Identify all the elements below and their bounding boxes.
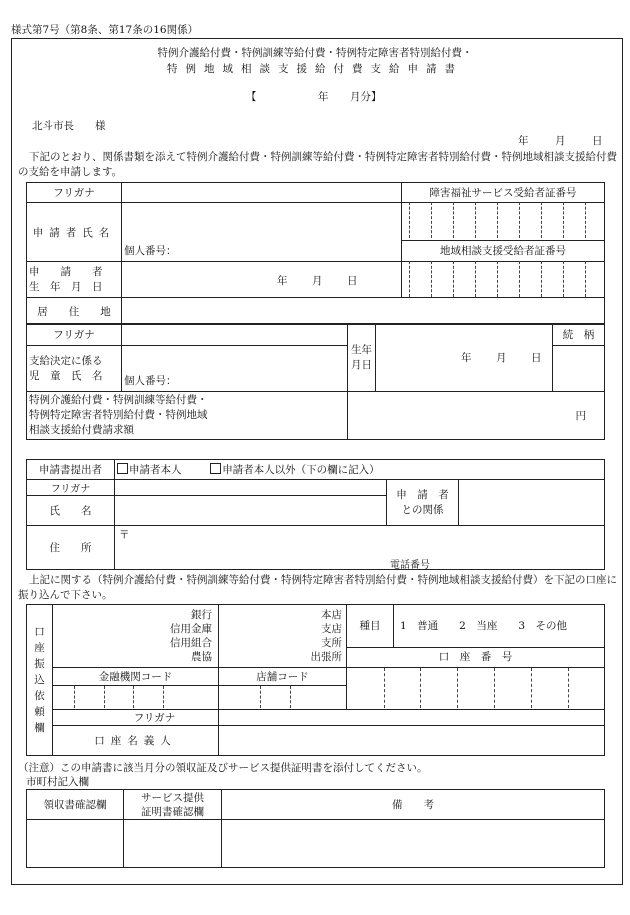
remarks-label: 備 考 — [222, 790, 605, 820]
intro-text: 下記のとおり、関係書類を添えて特例介護給付費・特例訓練等給付費・特例特定障害者特別給付費・特例地域相談支援給付費の支給を申請します。 — [18, 151, 617, 178]
city-section-label: 市町村記入欄 — [26, 776, 89, 788]
remarks-field[interactable] — [222, 820, 605, 868]
date-month: 月 — [555, 135, 566, 147]
account-number-field[interactable] — [347, 668, 605, 710]
submitter-address-field[interactable]: 〒 電話番号 — [115, 526, 605, 570]
child-birth-field[interactable]: 年 月 日 — [376, 324, 553, 392]
period-year: 年 — [318, 91, 329, 103]
child-name-field[interactable]: 個人番号： — [122, 346, 348, 392]
transfer-note: 上記に関する（特例介護給付費・特例訓練等給付費・特例特定障害者特別給付費・特例地域相談支援給付費）を下記の口座に振り込んで下さい。 — [18, 574, 617, 601]
submitter-table — [26, 459, 605, 570]
date-year: 年 — [518, 135, 529, 147]
addressee: 北斗市長 様 — [32, 120, 106, 132]
notice-text: （注意）この申請書に該当月分の領収証及びサービス提供証明書を添付してください。 — [18, 762, 428, 774]
cert-community-label: 地域相談支援受給者証番号 — [440, 245, 566, 257]
applicant-birth-field[interactable]: 年 月 日 — [122, 262, 402, 298]
form-number: 様式第7号（第8条、第17条の16関係） — [11, 24, 199, 36]
holder-field[interactable] — [219, 726, 605, 756]
applicant-birth-label: 申 請 者 生 年 月 日 — [27, 262, 122, 298]
other-checkbox[interactable]: 申請者本人以外（下の欄に記入） — [210, 464, 380, 476]
applicant-name-field[interactable] — [122, 203, 402, 262]
holder-furigana-field[interactable] — [219, 710, 605, 726]
relation-label: 続 柄 — [553, 324, 605, 346]
title-line2: 特例地域相談支援給付費支給申請書 — [167, 63, 463, 75]
branch-name-field[interactable]: 本店 支店 支所 出張所 — [219, 605, 347, 668]
holder-label: 口座名義人 — [53, 726, 219, 756]
cert-disability-boxes — [402, 203, 604, 241]
relation-field[interactable] — [553, 346, 605, 392]
applicant-mynumber-label: 個人番号： — [124, 245, 177, 257]
submitter-furigana-label: フリガナ — [27, 480, 115, 496]
bank-code-field[interactable] — [53, 686, 219, 710]
child-birth-label: 生年 月日 — [348, 324, 376, 392]
submitter-furigana-field[interactable] — [115, 480, 387, 496]
self-checkbox[interactable]: 申請者本人 — [117, 464, 182, 476]
applicant-name-label: 申請者氏名 — [27, 203, 122, 262]
applicant-furigana-label: フリガナ — [27, 183, 122, 203]
service-check-label: サービス提供 証明書確認欄 — [124, 790, 222, 820]
period-month: 月分】 — [350, 91, 382, 103]
address-field[interactable] — [122, 298, 605, 325]
submitter-label: 申請書提出者 — [27, 460, 115, 480]
address-label: 居 住 地 — [27, 298, 122, 325]
cert-disability-label: 障害福祉サービス受給者証番号 — [402, 183, 605, 203]
submitter-name-label: 氏 名 — [27, 496, 115, 526]
holder-furigana-label: フリガナ — [53, 710, 219, 726]
child-furigana-label: フリガナ — [27, 324, 122, 346]
title-line1: 特例介護給付費・特例訓練等給付費・特例特定障害者特別給付費・ — [157, 47, 473, 59]
claim-label: 特例介護給付費・特例訓練等給付費・ 特例特定障害者特別給付費・特例地域 相談支援給付費請求額 — [27, 392, 348, 440]
submitter-name-field[interactable] — [115, 496, 387, 526]
submitter-options — [115, 460, 605, 480]
submitter-relation-field[interactable] — [459, 480, 605, 526]
kind-options[interactable]: 1 普通 2 当座 3 その他 — [400, 620, 568, 632]
account-kind-area — [347, 605, 605, 668]
period-open: 【 — [246, 91, 257, 103]
account-number-label: 口 座 番 号 — [438, 651, 513, 663]
receipt-check-field[interactable] — [27, 820, 124, 868]
receipt-check-label: 領収書確認欄 — [27, 790, 124, 820]
bank-name-field[interactable]: 銀行 信用金庫 信用組合 農協 — [53, 605, 219, 668]
submitter-relation-label: 申 請 者 との関係 — [387, 480, 459, 526]
applicant-furigana-field[interactable] — [122, 183, 402, 203]
date-day: 日 — [592, 135, 603, 147]
claim-amount-field[interactable]: 円 — [348, 392, 605, 440]
city-table — [26, 789, 605, 868]
child-table — [26, 323, 605, 440]
branch-code-field[interactable] — [219, 686, 347, 710]
bank-table — [26, 604, 605, 756]
submitter-address-label: 住 所 — [27, 526, 115, 570]
bank-side-label: 口 座 振 込 依 頼 欄 — [27, 605, 53, 756]
child-name-label: 支給決定に係る 児 童 氏 名 — [27, 346, 122, 392]
kind-label: 種目 — [347, 605, 394, 647]
branch-code-label: 店舗コード — [219, 668, 347, 686]
child-furigana-field[interactable] — [122, 324, 348, 346]
bank-code-label: 金融機関コード — [53, 668, 219, 686]
service-check-field[interactable] — [124, 820, 222, 868]
